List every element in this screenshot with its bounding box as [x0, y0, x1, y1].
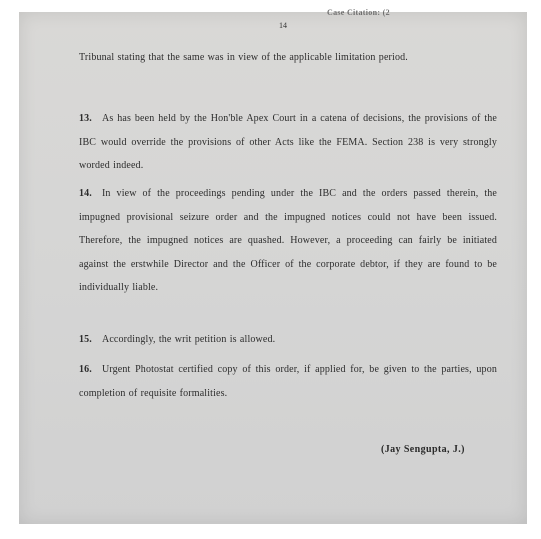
- paragraph-13: [79, 107, 497, 178]
- paragraph-number: 15.: [79, 334, 92, 345]
- document-page: [19, 8, 527, 524]
- paragraph-number: 14.: [79, 188, 92, 199]
- paragraph-15: [79, 328, 497, 352]
- paragraph-text: In view of the proceedings pending under the IBC and the orders passed therein, the impugned provisional seizure order and the impugned notices could not have been issued. Therefore, the impugned notices are quashed. However, a proceeding can fairly be initiated against the erstwhile Director and the Officer of the corporate debtor, if they are found to be individually liable.: [79, 188, 497, 293]
- paragraph-number: 13.: [79, 113, 92, 124]
- paragraph-text: Accordingly, the writ petition is allowed.: [101, 334, 276, 345]
- paragraph-text: As has been held by the Hon'ble Apex Court in a catena of decisions, the provisions of the IBC would override the provisions of other Acts like the FEMA. Section 238 is very strongly worded indeed.: [79, 113, 497, 171]
- paragraph-14: [79, 182, 497, 300]
- judge-signature: (Jay Sengupta, J.): [381, 444, 465, 455]
- paragraph-number: 16.: [79, 364, 92, 375]
- paragraph-text: Urgent Photostat certified copy of this order, if applied for, be given to the parties, upon completion of requisite formalities.: [79, 364, 497, 399]
- header-citation-cut: Case Citation: (2: [327, 8, 390, 17]
- paragraph-16: [79, 358, 497, 405]
- page-number: 14: [279, 21, 287, 30]
- continuation-paragraph: [79, 46, 497, 70]
- continuation-text: Tribunal stating that the same was in view of the applicable limitation period.: [79, 52, 408, 63]
